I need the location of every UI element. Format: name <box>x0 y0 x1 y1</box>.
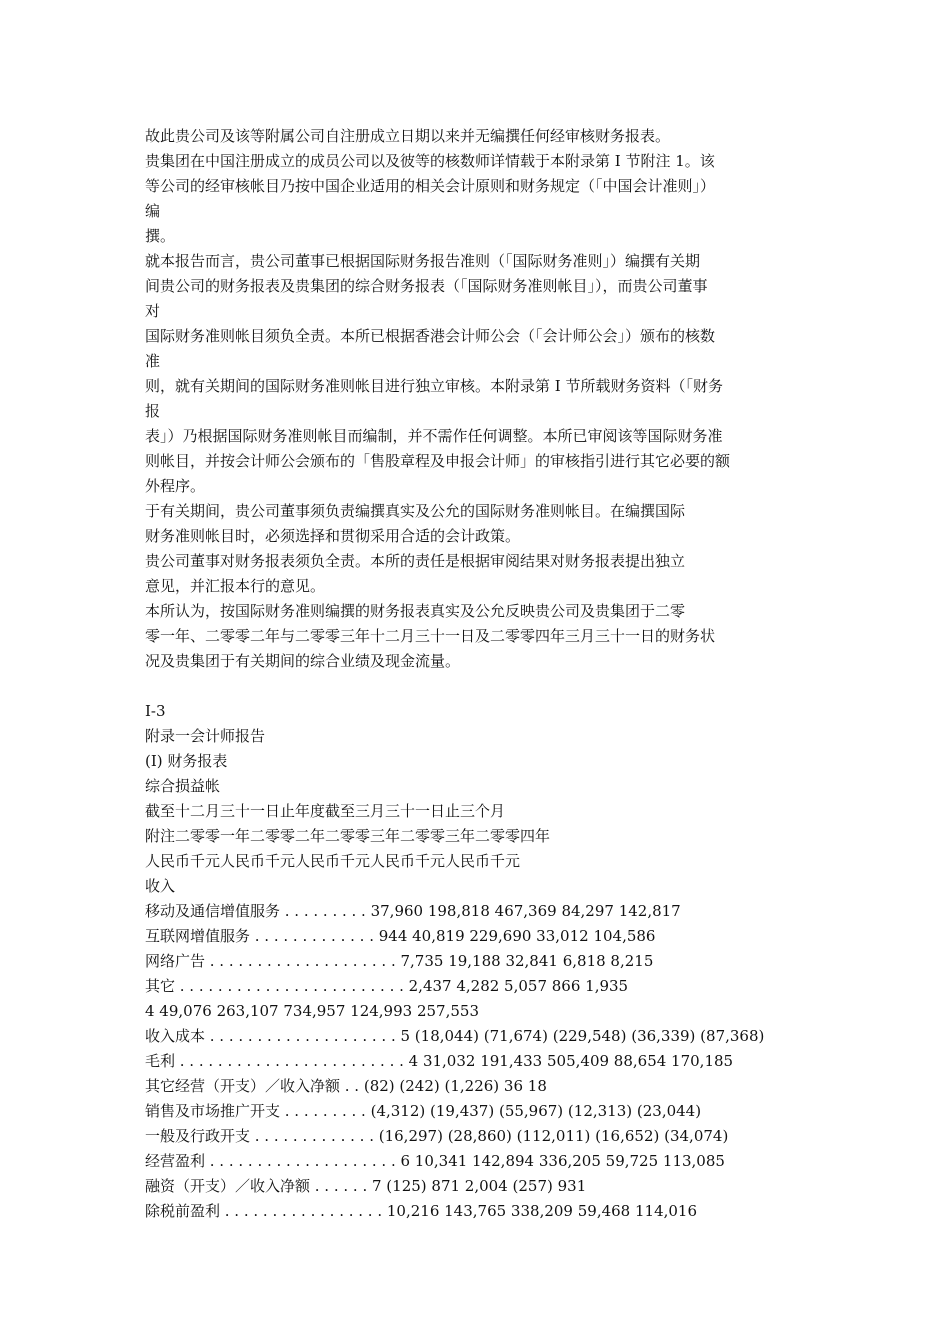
table-row: 经营盈利 . . . . . . . . . . . . . . . . . . . . 6 10,341 142,894 336,205 59,725 113,085 <box>145 1152 725 1170</box>
unit-header: 人民币千元人民币千元人民币千元人民币千元人民币千元 <box>145 852 521 870</box>
body-line: 对 <box>145 302 161 320</box>
table-row: 销售及市场推广开支 . . . . . . . . . (4,312) (19,437) (55,967) (12,313) (23,044) <box>145 1102 702 1120</box>
body-line: 等公司的经审核帐目乃按中国企业适用的相关会计原则和财务规定（「中国会计准则」） <box>145 177 716 195</box>
table-row: 其它 . . . . . . . . . . . . . . . . . . . . . . . . 2,437 4,282 5,057 866 1,935 <box>145 977 629 995</box>
financial-statement <box>145 699 825 1224</box>
body-line: 意见，并汇报本行的意见。 <box>145 577 326 595</box>
page-number: I-3 <box>145 702 166 720</box>
table-row: 网络广告 . . . . . . . . . . . . . . . . . . . . 7,735 19,188 32,841 6,818 8,215 <box>145 952 654 970</box>
period-header: 截至十二月三十一日止年度截至三月三十一日止三个月 <box>145 802 506 820</box>
body-line: 则帐目，并按会计师公会颁布的「售股章程及申报会计师」的审核指引进行其它必要的额 <box>145 452 731 470</box>
body-line: 于有关期间，贵公司董事须负责编撰真实及公允的国际财务准则帐目。在编撰国际 <box>145 502 686 520</box>
section-title: (I) 财务报表 <box>145 752 228 770</box>
table-row: 一般及行政开支 . . . . . . . . . . . . . (16,297) (28,860) (112,011) (16,652) (34,074) <box>145 1127 729 1145</box>
statement-title: 综合损益帐 <box>145 777 221 795</box>
table-row: 融资（开支）／收入净额 . . . . . . 7 (125) 871 2,004 (257) 931 <box>145 1177 587 1195</box>
document-page <box>145 124 825 1224</box>
table-row: 互联网增值服务 . . . . . . . . . . . . . 944 40,819 229,690 33,012 104,586 <box>145 927 656 945</box>
body-line: 报 <box>145 402 161 420</box>
revenue-label: 收入 <box>145 877 176 895</box>
body-line: 零一年、二零零二年与二零零三年十二月三十一日及二零零四年三月三十一日的财务状 <box>145 627 716 645</box>
table-row: 除税前盈利 . . . . . . . . . . . . . . . . . 10,216 143,765 338,209 59,468 114,016 <box>145 1202 698 1220</box>
body-line: 表」）乃根据国际财务准则帐目而编制，并不需作任何调整。本所已审阅该等国际财务准 <box>145 427 723 445</box>
table-row: 其它经营（开支）／收入净额 . . (82) (242) (1,226) 36 18 <box>145 1077 547 1095</box>
body-line: 本所认为，按国际财务准则编撰的财务报表真实及公允反映贵公司及贵集团于二零 <box>145 602 686 620</box>
body-line: 贵公司董事对财务报表须负全责。本所的责任是根据审阅结果对财务报表提出独立 <box>145 552 686 570</box>
report-body <box>145 124 825 674</box>
body-line: 况及贵集团于有关期间的综合业绩及现金流量。 <box>145 652 461 670</box>
section-header: 附录一会计师报告 <box>145 727 266 745</box>
year-header: 附注二零零一年二零零二年二零零三年二零零三年二零零四年 <box>145 827 551 845</box>
table-row: 毛利 . . . . . . . . . . . . . . . . . . . . . . . . 4 31,032 191,433 505,409 88,654 170,185 <box>145 1052 734 1070</box>
body-line: 撰。 <box>145 227 176 245</box>
paragraph-gap <box>145 674 825 699</box>
body-line: 贵集团在中国注册成立的成员公司以及彼等的核数师详情载于本附录第 I 节附注 1。该 <box>145 152 715 170</box>
body-line: 就本报告而言，贵公司董事已根据国际财务报告准则（「国际财务准则」）编撰有关期 <box>145 252 701 270</box>
table-row: 4 49,076 263,107 734,957 124,993 257,553 <box>145 1002 479 1020</box>
body-line: 财务准则帐目时，必须选择和贯彻采用合适的会计政策。 <box>145 527 521 545</box>
table-row: 收入成本 . . . . . . . . . . . . . . . . . . . . 5 (18,044) (71,674) (229,548) (36,339) (87,368) <box>145 1027 765 1045</box>
table-row: 移动及通信增值服务 . . . . . . . . . 37,960 198,818 467,369 84,297 142,817 <box>145 902 681 920</box>
body-line: 故此贵公司及该等附属公司自注册成立日期以来并无编撰任何经审核财务报表。 <box>145 127 671 145</box>
body-line: 则，就有关期间的国际财务准则帐目进行独立审核。本附录第 I 节所载财务资料（「财务 <box>145 377 723 395</box>
body-line: 间贵公司的财务报表及贵集团的综合财务报表（「国际财务准则帐目」），而贵公司董事 <box>145 277 708 295</box>
body-line: 外程序。 <box>145 477 206 495</box>
body-line: 准 <box>145 352 161 370</box>
body-line: 编 <box>145 202 161 220</box>
body-line: 国际财务准则帐目须负全责。本所已根据香港会计师公会（「会计师公会」）颁布的核数 <box>145 327 716 345</box>
